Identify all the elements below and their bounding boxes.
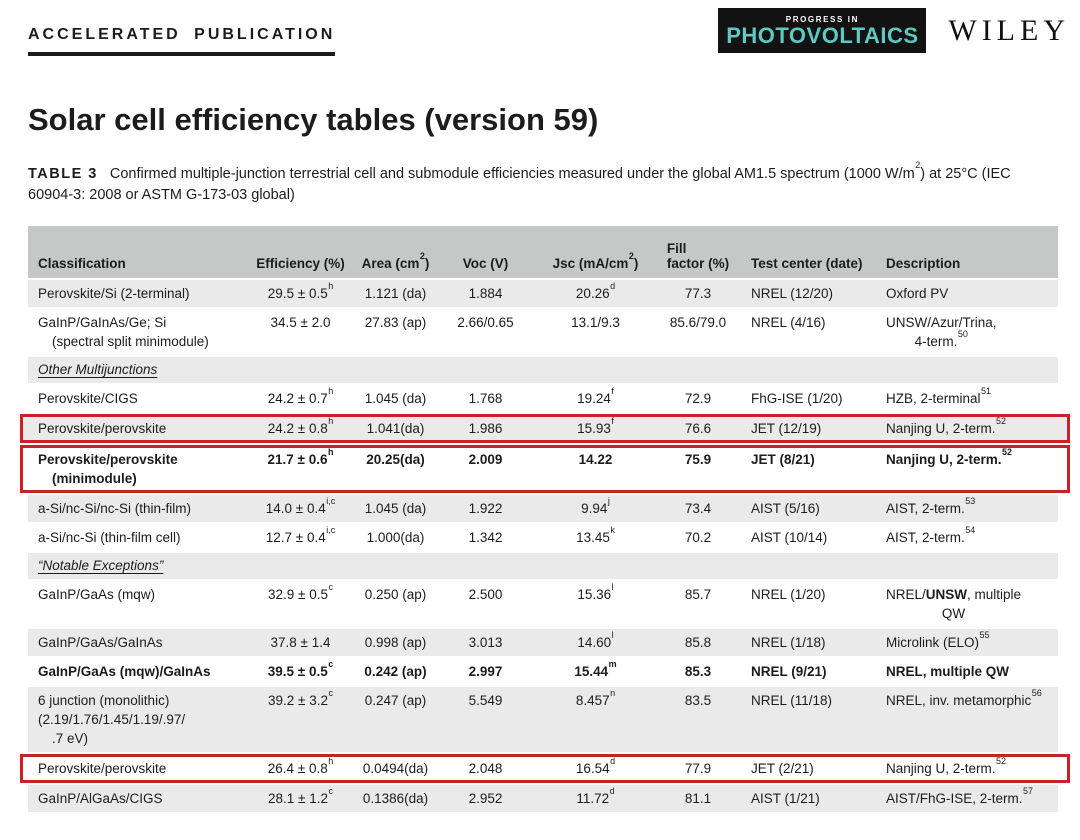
cell-description: Nanjing U, 2-term.$^{52}$ — [886, 415, 1007, 436]
section-header-row — [28, 553, 1058, 579]
cell-jsc: 19.24$^f$ — [577, 385, 614, 406]
table-row — [28, 785, 1058, 812]
cell-area: 1.000(da) — [366, 530, 425, 545]
cell-voc: 2.500 — [468, 587, 503, 602]
section-label: “Notable Exceptions” — [38, 558, 164, 573]
journal-logo-name: PHOTOVOLTAICS — [726, 23, 919, 48]
table-row — [28, 495, 1058, 522]
table-caption-text: Confirmed multiple-junction terrestrial cell and submodule efficiencies measured under the global AM1.5 spectrum (1000 $W/m^2$) at 25°C (IEC 60904-3: 2008 or ASTM G-173-03 global) — [28, 160, 1011, 203]
cell-jsc: 15.93$^f$ — [577, 415, 614, 436]
cell-voc: 1.986 — [468, 421, 503, 436]
cell-test_center: AIST (1/21) — [751, 791, 820, 806]
cell-voc: 2.048 — [468, 761, 503, 776]
cell-efficiency: 34.5 ± 2.0 — [270, 315, 331, 330]
cell-classification: Perovskite/Si (2-terminal) — [38, 286, 190, 301]
masthead-logos — [718, 8, 1070, 53]
cell-test_center: NREL (1/18) — [751, 635, 826, 650]
cell-fill_factor: 75.9 — [684, 452, 712, 467]
section-header-row — [28, 357, 1058, 383]
cell-classification: Perovskite/perovskite — [38, 421, 167, 436]
cell-fill_factor: 85.6/79.0 — [669, 315, 727, 330]
cell-efficiency: 37.8 ± 1.4 — [270, 635, 331, 650]
cell-area: 1.121 (da) — [364, 286, 427, 301]
cell-description: Nanjing U, 2-term.$^{52}$ — [886, 446, 1013, 467]
cell-fill_factor: 73.4 — [684, 501, 712, 516]
cell-classification: 6 junction (monolithic) (2.19/1.76/1.45/1.19/.97/ .7 eV) — [38, 693, 186, 746]
progress-in-photovoltaics-logo — [718, 8, 926, 53]
cell-test_center: NREL (12/20) — [751, 286, 834, 301]
cell-test_center: AIST (10/14) — [751, 530, 828, 545]
cell-fill_factor: 83.5 — [684, 693, 712, 708]
cell-jsc: 20.26$^d$ — [575, 280, 616, 301]
journal-logo-topline: PROGRESS IN — [785, 15, 859, 24]
cell-test_center: FhG-ISE (1/20) — [751, 391, 843, 406]
table-row — [28, 629, 1058, 656]
article-title: Solar cell efficiency tables (version 59) — [28, 102, 599, 137]
cell-fill_factor: 77.3 — [684, 286, 712, 301]
cell-description: HZB, 2-terminal$^{51}$ — [886, 385, 992, 406]
cell-area: 20.25(da) — [366, 452, 425, 467]
cell-jsc: 8.457$^n$ — [575, 687, 616, 708]
column-header-jsc: Jsc $(mA/cm^2)$ — [552, 250, 639, 271]
cell-area: 0.1386(da) — [362, 791, 429, 806]
cell-description: AIST/FhG-ISE, 2-term.$^{57}$ — [886, 785, 1034, 806]
cell-classification: a-Si/nc-Si (thin-film cell) — [38, 530, 181, 545]
masthead — [28, 13, 1070, 56]
table-header-row — [28, 226, 1058, 278]
cell-jsc: 15.44$^m$ — [574, 658, 617, 679]
cell-description: Nanjing U, 2-term.$^{52}$ — [886, 755, 1007, 776]
cell-fill_factor: 85.7 — [684, 587, 712, 602]
cell-jsc: 14.22 — [578, 452, 613, 467]
column-header-voc: Voc (V) — [462, 256, 509, 271]
cell-area: 0.0494(da) — [362, 761, 429, 776]
cell-efficiency: $12.7 \pm 0.4^{i,c}$ — [265, 524, 336, 545]
table-caption — [28, 160, 1055, 206]
cell-jsc: 13.45$^k$ — [576, 524, 615, 545]
cell-classification: GaInP/GaAs/GaInAs — [38, 635, 163, 650]
cell-efficiency: 32.9 ± 0.5$^c$ — [268, 581, 333, 602]
cell-classification: Perovskite/CIGS — [38, 391, 138, 406]
cell-voc: 1.884 — [468, 286, 503, 301]
cell-description: Oxford PV — [886, 286, 949, 301]
cell-test_center: NREL (11/18) — [751, 693, 833, 708]
cell-test_center: NREL (4/16) — [751, 315, 826, 330]
table-row — [28, 280, 1058, 307]
column-header-fill_factor: Fill factor (%) — [666, 241, 730, 271]
cell-classification: GaInP/AlGaAs/CIGS — [38, 791, 163, 806]
cell-fill_factor: 85.3 — [684, 664, 712, 679]
column-header-classification: Classification — [38, 256, 126, 271]
table-row-highlighted — [20, 754, 1070, 783]
cell-description: NREL, inv. metamorphic$^{56}$ — [886, 687, 1042, 708]
cell-classification: GaInP/GaInAs/Ge; Si (spectral split minimodule) — [38, 315, 209, 349]
article-type-label: ACCELERATED PUBLICATION — [28, 26, 335, 56]
cell-efficiency: 28.1 ± 1.2$^c$ — [268, 785, 333, 806]
cell-voc: 2.997 — [468, 664, 503, 679]
cell-test_center: NREL (9/21) — [751, 664, 827, 679]
efficiency-table — [28, 226, 1058, 812]
cell-area: 0.250 (ap) — [364, 587, 427, 602]
cell-efficiency: 26.4 ± 0.8$^h$ — [267, 755, 334, 776]
cell-voc: 2.009 — [468, 452, 503, 467]
cell-classification: a-Si/nc-Si/nc-Si (thin-film) — [38, 501, 192, 516]
cell-jsc: 9.94$^j$ — [581, 495, 610, 516]
cell-area: 0.242 (ap) — [364, 664, 427, 679]
cell-test_center: JET (2/21) — [751, 761, 814, 776]
cell-efficiency: 24.2 ± 0.8$^h$ — [267, 415, 334, 436]
cell-test_center: JET (12/19) — [751, 421, 822, 436]
cell-area: 1.041(da) — [366, 421, 425, 436]
cell-description: Microlink (ELO)$^{55}$ — [886, 629, 990, 650]
cell-fill_factor: 76.6 — [684, 421, 712, 436]
cell-voc: 2.952 — [468, 791, 503, 806]
cell-area: 1.045 (da) — [364, 391, 427, 406]
cell-voc: 1.768 — [468, 391, 503, 406]
table-row-highlighted — [20, 445, 1070, 493]
cell-area: 0.247 (ap) — [364, 693, 427, 708]
cell-fill_factor: 81.1 — [684, 791, 712, 806]
cell-fill_factor: 77.9 — [684, 761, 712, 776]
cell-classification: Perovskite/perovskite (minimodule) — [38, 452, 178, 486]
table-row — [28, 687, 1058, 752]
cell-jsc: 11.72$^d$ — [576, 785, 615, 806]
table-caption-label: TABLE 3 — [28, 166, 98, 182]
cell-area: 0.998 (ap) — [364, 635, 427, 650]
cell-efficiency: 29.5 ± 0.5$^h$ — [267, 280, 334, 301]
cell-jsc: 13.1/9.3 — [571, 315, 620, 330]
column-header-area: Area $(cm^2)$ — [361, 250, 430, 271]
table-row-highlighted — [20, 414, 1070, 443]
section-label: Other Multijunctions — [38, 362, 158, 377]
cell-jsc: 16.54$^d$ — [575, 755, 616, 776]
cell-efficiency: 39.2 ± 3.2$^c$ — [268, 687, 333, 708]
column-header-efficiency: Efficiency (%) — [256, 256, 345, 271]
cell-fill_factor: 85.8 — [684, 635, 712, 650]
cell-voc: 1.342 — [468, 530, 503, 545]
column-header-description: Description — [886, 256, 961, 271]
cell-description: AIST, 2-term.$^{54}$ — [886, 524, 976, 545]
cell-classification: GaInP/GaAs (mqw) — [38, 587, 156, 602]
cell-description: NREL, multiple QW — [886, 664, 1009, 679]
table-row — [28, 385, 1058, 412]
cell-classification: Perovskite/perovskite — [38, 761, 167, 776]
table-row — [28, 658, 1058, 685]
column-header-test_center: Test center (date) — [751, 256, 863, 271]
cell-voc: 1.922 — [468, 501, 503, 516]
wiley-logo: WILEY — [948, 13, 1070, 47]
cell-description: NREL/UNSW, multiple QW — [886, 587, 1022, 621]
cell-voc: 2.66/0.65 — [457, 315, 514, 330]
cell-area: 1.045 (da) — [364, 501, 427, 516]
cell-classification: GaInP/GaAs (mqw)/GaInAs — [38, 664, 211, 679]
cell-voc: 3.013 — [468, 635, 503, 650]
cell-jsc: 14.60$^l$ — [577, 629, 614, 650]
cell-test_center: JET (8/21) — [751, 452, 815, 467]
cell-efficiency: 24.2 ± 0.7$^h$ — [267, 385, 334, 406]
cell-fill_factor: 72.9 — [684, 391, 712, 406]
cell-jsc: 15.36$^l$ — [577, 581, 614, 602]
table-row — [28, 524, 1058, 551]
cell-test_center: AIST (5/16) — [751, 501, 820, 516]
cell-fill_factor: 70.2 — [684, 530, 712, 545]
cell-test_center: NREL (1/20) — [751, 587, 826, 602]
cell-efficiency: $14.0 \pm 0.4^{i,c}$ — [265, 495, 336, 516]
cell-efficiency: 39.5 ± 0.5$^c$ — [267, 658, 334, 679]
cell-description: AIST, 2-term.$^{53}$ — [886, 495, 976, 516]
cell-efficiency: 21.7 ± 0.6$^h$ — [267, 446, 334, 467]
cell-description: UNSW/Azur/Trina, 4-term.$^{50}$ — [886, 315, 997, 349]
cell-voc: 5.549 — [468, 693, 503, 708]
table-row — [28, 309, 1058, 355]
cell-area: 27.83 (ap) — [364, 315, 427, 330]
table-row — [28, 581, 1058, 627]
